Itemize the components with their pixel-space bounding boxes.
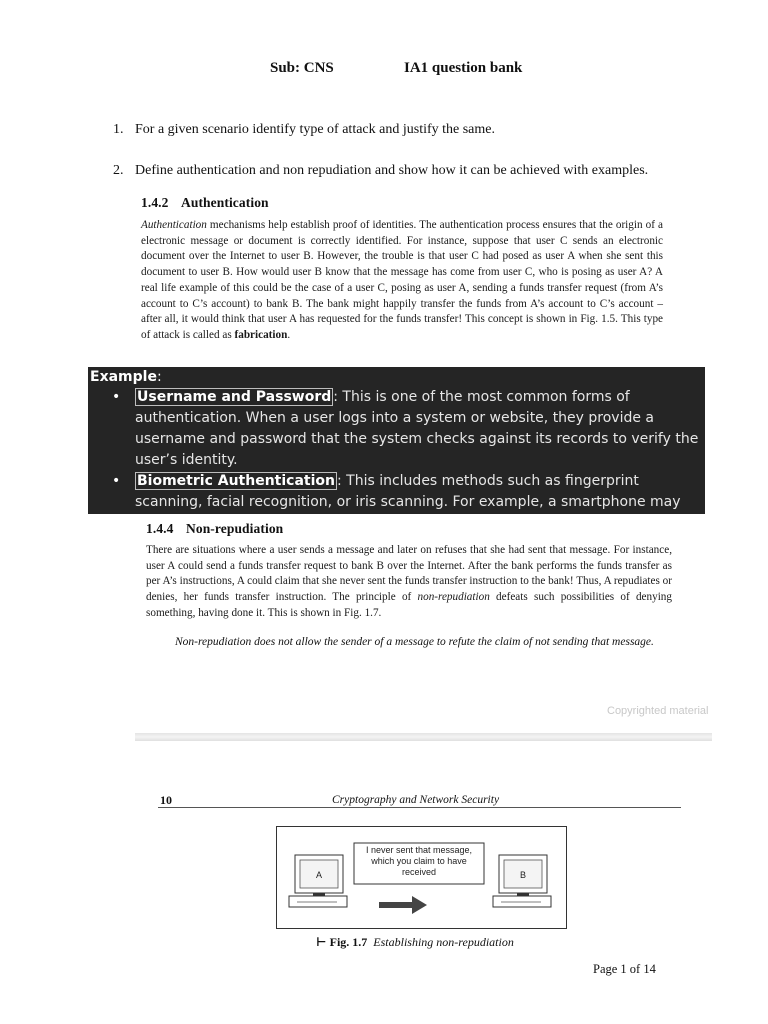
section-title: Non-repudiation xyxy=(186,521,284,536)
page-separator xyxy=(135,733,712,741)
nonrep-definition-quote: Non-repudiation does not allow the sender of a message to refute the claim of not sending that message. xyxy=(175,636,654,648)
book-page-number: 10 xyxy=(160,793,172,807)
message-bubble-text: I never sent that message, which you claim to have received xyxy=(365,845,473,877)
example-label-text: Example xyxy=(90,369,157,385)
example-term: Username and Password xyxy=(137,389,332,405)
example-item-username-password xyxy=(88,387,705,471)
auth-period: . xyxy=(287,328,291,341)
computer-a-label: A xyxy=(315,870,323,880)
example-item-biometric xyxy=(88,471,705,514)
book-title: Cryptography and Network Security xyxy=(332,794,500,806)
section-number: 1.4.4 xyxy=(146,521,174,536)
question-number: 1. xyxy=(113,122,124,137)
nonrep-section-heading xyxy=(146,521,283,537)
nonrep-paragraph xyxy=(146,543,672,622)
example-block xyxy=(88,367,705,514)
example-term: Biometric Authentication xyxy=(137,473,335,489)
bullet-icon: • xyxy=(112,389,121,405)
example-label xyxy=(88,367,162,387)
question-text: Define authentication and non repudiation and show how it can be achieved with examples. xyxy=(135,163,649,178)
caption-text: Establishing non-repudiation xyxy=(373,935,514,949)
question-text: For a given scenario identify type of attack and justify the same. xyxy=(135,122,496,137)
nonrep-body: There are situations where a user sends a message and later on refuses that she had sent that message. For instance, user A could send a funds transfer request to bank B over the Internet. After the bank performs the funds transfer as per A’s instructions, A could claim that she never sent the funds transfer instruction to the bank! Thus, A repudiates or denies, her funds transfer instruction. The principle of xyxy=(146,544,672,604)
computer-b-icon xyxy=(493,855,551,907)
example-colon: : xyxy=(156,369,162,385)
page-footer: Page 1 of 14 xyxy=(593,962,656,976)
computer-b-label: B xyxy=(519,870,527,880)
caption-number: Fig. 1.7 xyxy=(329,935,368,949)
header-rule xyxy=(158,807,681,808)
section-title: Authentication xyxy=(181,195,269,210)
copyright-watermark: Copyrighted material xyxy=(607,705,709,717)
example-list xyxy=(88,387,705,514)
auth-section-heading xyxy=(141,195,269,211)
caption-mark: ⊢ xyxy=(316,935,330,949)
subject-title: Sub: CNS xyxy=(270,60,334,76)
question-bank-title: IA1 question bank xyxy=(404,60,523,76)
auth-lead-term: Authentication xyxy=(141,219,207,231)
computer-a-icon xyxy=(289,855,347,907)
question-number: 2. xyxy=(113,163,124,178)
example-text: : This is one of the most common forms of authentication. When a user logs into a system or website, they provide a username and password that the system checks against its records to verify the user’s identity. xyxy=(135,389,699,468)
arrow-right-icon xyxy=(379,896,427,914)
figure-caption xyxy=(316,935,514,950)
bullet-icon: • xyxy=(112,473,121,489)
fabrication-term: fabrication xyxy=(234,328,288,341)
nonrep-body-end: defeats such possibilities of denying something, having done it. This is shown in Fig. 1.7. xyxy=(146,591,672,619)
example-text: : This includes methods such as fingerprint scanning, facial recognition, or iris scanning. For example, a smartphone may xyxy=(135,473,681,510)
auth-paragraph xyxy=(141,218,663,344)
auth-body: mechanisms help establish proof of identities. The authentication process ensures that the origin of a electronic message or document is correctly identified. For instance, suppose that user C sends an electronic document over the Internet to user B. However, the trouble is that user C had posed as user A when she sent this document to user B. How would user B know that the message has come from user C, who is posing as user A? A real life example of this could be the case of a user C, posing as user A, sending a funds transfer request (from A’s account to C’s account) to bank B. The bank might happily transfer the funds from A’s account to C’s account – after all, it would think that user A has requested for the funds transfer! This concept is shown in Fig. 1.5. This type of attack is called as xyxy=(141,219,663,341)
nonrep-term: non-repudiation xyxy=(417,591,490,604)
figure-non-repudiation xyxy=(276,826,567,929)
section-number: 1.4.2 xyxy=(141,195,169,210)
